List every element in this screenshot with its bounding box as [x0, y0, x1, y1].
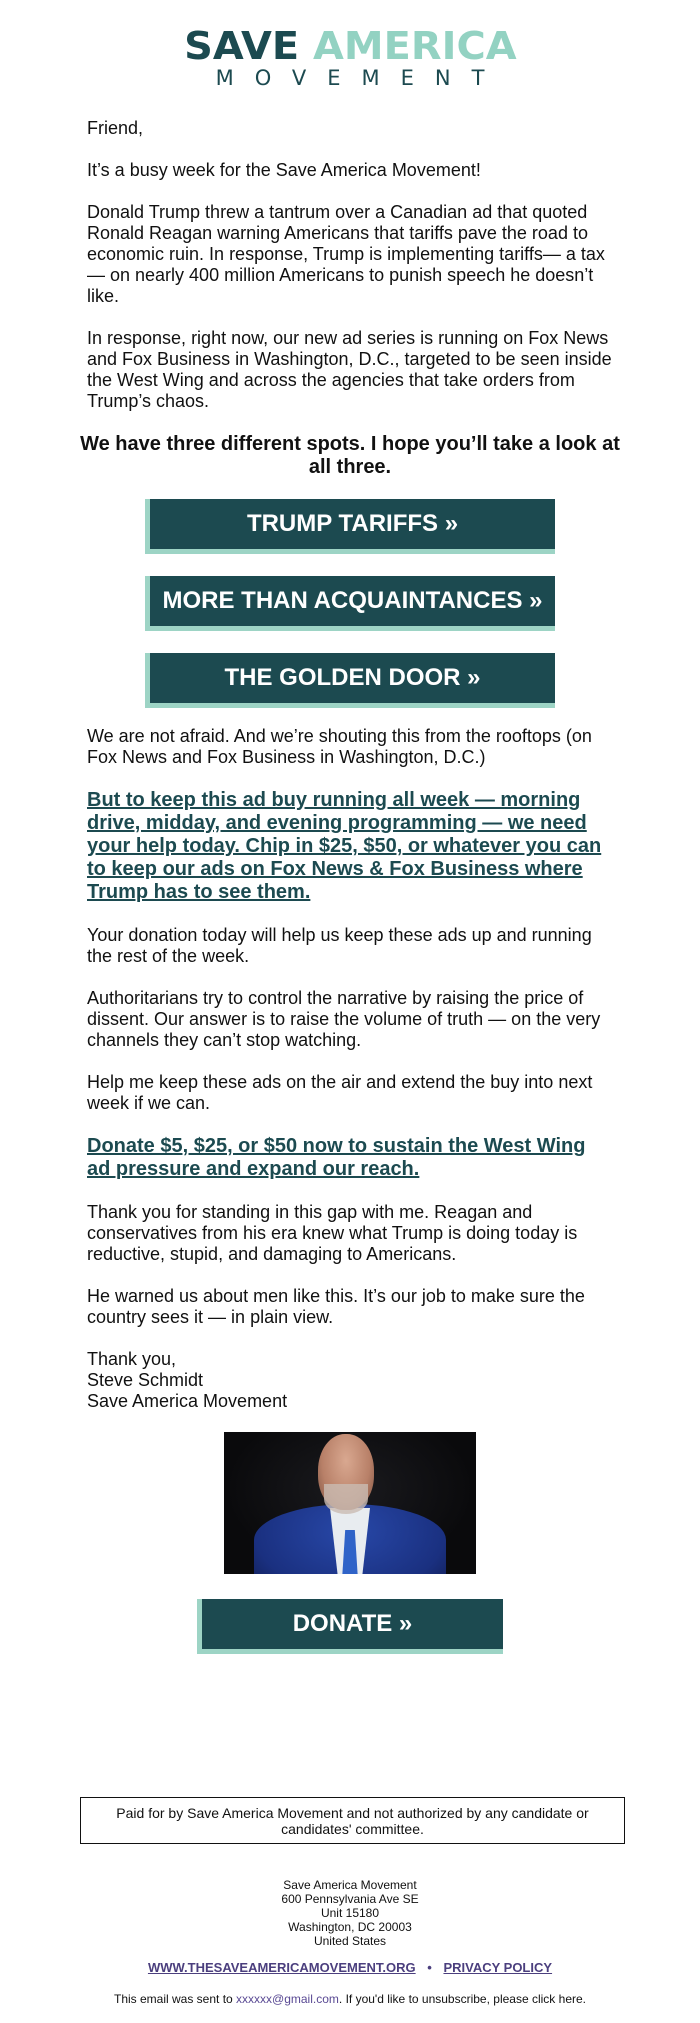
- paragraph-extend-buy: Help me keep these ads on the air and extend the buy into next week if we can.: [87, 1072, 593, 1113]
- paragraph-thank-you: Thank you for standing in this gap with me. Reagan and conservatives from his era knew what Trump is doing today is reductive, stupid, and damaging to Americans.: [87, 1202, 578, 1264]
- unsubscribe-notice: [0, 1992, 700, 2006]
- bullet-separator: •: [427, 1960, 432, 1975]
- signoff-org: Save America Movement: [87, 1391, 288, 1411]
- address-line: Save America Movement: [283, 1878, 417, 1892]
- signoff-closing: Thank you,: [87, 1349, 177, 1369]
- more-than-acquaintances-button[interactable]: MORE THAN ACQUAINTANCES »: [145, 576, 555, 631]
- footer-links: [0, 1960, 700, 1975]
- unsubscribe-prefix: This email was sent to: [113, 1992, 237, 2006]
- privacy-policy-link[interactable]: PRIVACY POLICY: [443, 1960, 553, 1975]
- address-line: United States: [313, 1934, 387, 1948]
- mailing-address: [0, 1878, 700, 1948]
- paragraph-intro: It’s a busy week for the Save America Movement!: [87, 160, 481, 180]
- unsubscribe-link[interactable]: . If you'd like to unsubscribe, please click here.: [338, 1992, 586, 2006]
- email-body: [0, 118, 700, 1412]
- logo-wordmark: [183, 24, 517, 68]
- donate-button[interactable]: DONATE »: [197, 1599, 503, 1654]
- golden-door-button[interactable]: THE GOLDEN DOOR »: [145, 653, 555, 708]
- greeting: Friend,: [87, 118, 144, 138]
- recipient-email: xxxxxx@gmail.com: [236, 1992, 339, 2006]
- address-line: Unit 15180: [320, 1906, 380, 1920]
- logo: [0, 0, 700, 100]
- paid-for-disclaimer: Paid for by Save America Movement and not authorized by any candidate or candidates' committee.: [80, 1797, 625, 1844]
- logo-subtitle: MOVEMENT: [215, 66, 506, 90]
- address-line: 600 Pennsylvania Ave SE: [281, 1892, 419, 1906]
- trump-tariffs-button[interactable]: TRUMP TARIFFS »: [145, 499, 555, 554]
- donate-cta-link-1[interactable]: But to keep this ad buy running all week — morning drive, midday, and evening programming — we need your help today. Chip in $25, $50, or whatever you can to keep our ads on Fox News & Fox Business where Trump has to see them.: [87, 789, 602, 903]
- website-link[interactable]: WWW.THESAVEAMERICAMOVEMENT.ORG: [147, 1960, 416, 1975]
- portrait-photo: [224, 1432, 476, 1574]
- logo-word-save: SAVE: [183, 24, 299, 68]
- paragraph-warned: He warned us about men like this. It’s our job to make sure the country sees it — in plain view.: [87, 1286, 585, 1327]
- signoff: [87, 1349, 613, 1412]
- paragraph-donation-help: Your donation today will help us keep these ads up and running the rest of the week.: [87, 925, 592, 966]
- donate-cta-link-2[interactable]: Donate $5, $25, or $50 now to sustain the West Wing ad pressure and expand our reach.: [87, 1135, 586, 1180]
- logo-word-america: AMERICA: [312, 24, 517, 68]
- signoff-name: Steve Schmidt: [87, 1370, 204, 1390]
- paragraph-ad-series: In response, right now, our new ad series is running on Fox News and Fox Business in Washington, D.C., targeted to be seen inside the West Wing and across the agencies that take orders from Trump’s chaos.: [87, 328, 612, 411]
- spots-headline: We have three different spots. I hope you’ll take a look at all three.: [80, 433, 620, 478]
- paragraph-authoritarians: Authoritarians try to control the narrative by raising the price of dissent. Our answer is to raise the volume of truth — on the very channels they can’t stop watching.: [87, 988, 601, 1050]
- paragraph-not-afraid: We are not afraid. And we’re shouting this from the rooftops (on Fox News and Fox Business in Washington, D.C.): [87, 726, 592, 767]
- address-line: Washington, DC 20003: [288, 1920, 412, 1934]
- paragraph-tantrum: Donald Trump threw a tantrum over a Canadian ad that quoted Ronald Reagan warning Americans that tariffs pave the road to economic ruin. In response, Trump is implementing tariffs— a tax — on nearly 400 million Americans to punish speech he doesn’t like.: [87, 202, 605, 306]
